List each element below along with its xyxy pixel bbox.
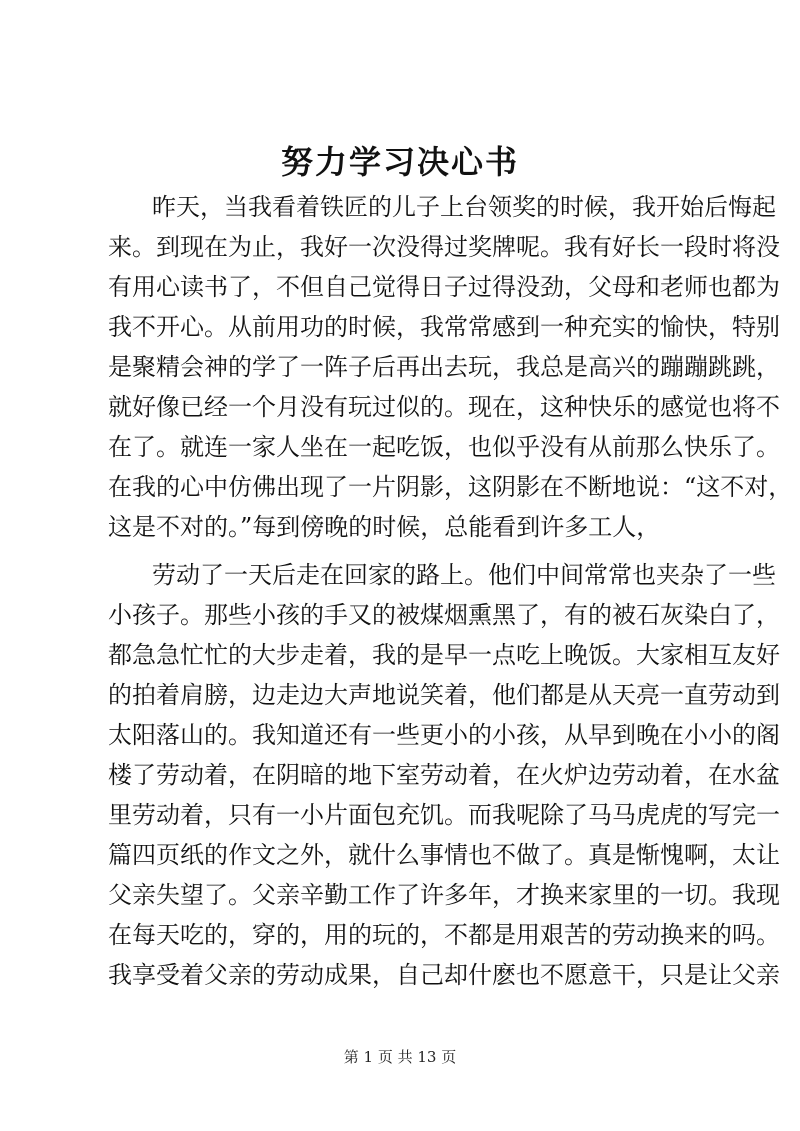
text-line: 楼了劳动着，在阴暗的地下室劳动着，在火炉边劳动着，在水盆: [108, 761, 780, 789]
document-title: 努力学习决心书: [280, 143, 519, 181]
text-line: 小孩子。那些小孩的手又的被煤烟熏黑了，有的被石灰染白了，: [108, 601, 780, 629]
text-line: 父亲失望了。父亲辛勤工作了许多年，才换来家里的一切。我现: [108, 881, 780, 909]
text-line: 里劳动着，只有一小片面包充饥。而我呢除了马马虎虎的写完一: [108, 801, 780, 829]
text-line: 昨天，当我看着铁匠的儿子上台领奖的时候，我开始后悔起: [152, 193, 776, 221]
text-line: 在我的心中仿佛出现了一片阴影，这阴影在不断地说：“这不对，: [108, 473, 793, 501]
text-line: 在了。就连一家人坐在一起吃饭，也似乎没有从前那么快乐了。: [108, 433, 780, 461]
text-line: 我不开心。从前用功的时候，我常常感到一种充实的愉快，特别: [108, 313, 780, 341]
text-line: 我享受着父亲的劳动成果，自己却什麽也不愿意干，只是让父亲: [108, 961, 780, 989]
text-line: 太阳落山的。我知道还有一些更小的小孩，从早到晚在小小的阁: [108, 721, 780, 749]
text-line: 这是不对的。”每到傍晚的时候，总能看到许多工人，: [108, 513, 661, 541]
text-line: 是聚精会神的学了一阵子后再出去玩，我总是高兴的蹦蹦跳跳，: [108, 353, 780, 381]
text-line: 劳动了一天后走在回家的路上。他们中间常常也夹杂了一些: [152, 561, 776, 589]
page-footer: 第 1 页 共 13 页: [343, 1048, 457, 1066]
text-line: 在每天吃的，穿的，用的玩的，不都是用艰苦的劳动换来的吗。: [108, 921, 780, 949]
text-line: 的拍着肩膀，边走边大声地说笑着，他们都是从天亮一直劳动到: [108, 681, 780, 709]
text-line: 篇四页纸的作文之外，就什么事情也不做了。真是惭愧啊，太让: [108, 841, 780, 869]
text-line: 来。到现在为止，我好一次没得过奖牌呢。我有好长一段时将没: [108, 233, 780, 261]
text-line: 都急急忙忙的大步走着，我的是早一点吃上晚饭。大家相互友好: [108, 641, 780, 669]
text-line: 就好像已经一个月没有玩过似的。现在，这种快乐的感觉也将不: [108, 393, 780, 421]
text-line: 有用心读书了，不但自己觉得日子过得没劲，父母和老师也都为: [108, 273, 780, 301]
